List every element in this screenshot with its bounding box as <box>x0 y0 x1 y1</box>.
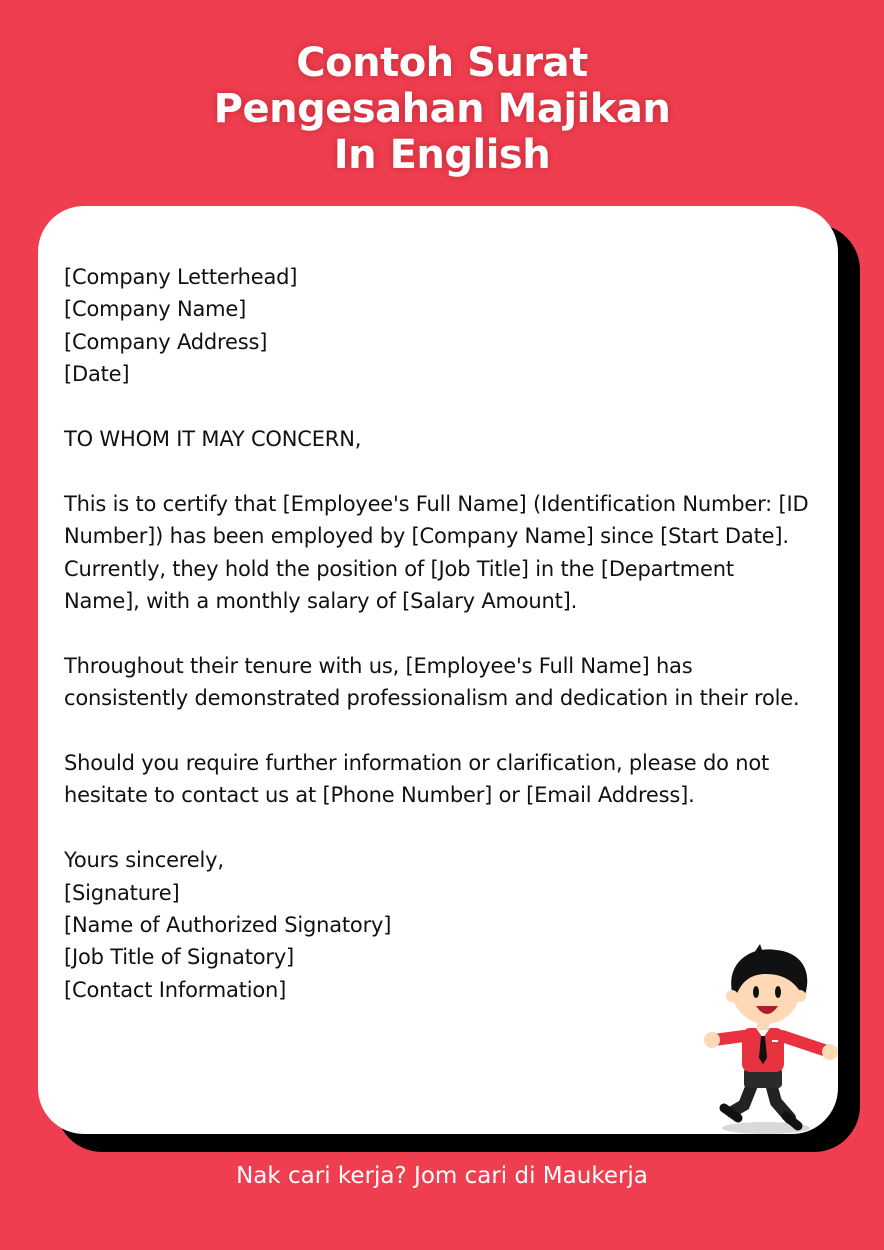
paragraph-tenure: Throughout their tenure with us, [Employee's Full Name] has consistently demonstrated professionalism and dedication in their role. <box>64 653 800 711</box>
title-line-1: Contoh Surat <box>296 40 588 86</box>
salutation: TO WHOM IT MAY CONCERN, <box>64 427 362 452</box>
closing-signature: [Signature] <box>64 880 180 905</box>
paragraph-certification: This is to certify that [Employee's Full Name] (Identification Number: [ID Number]) has been employed by [Company Name] since [Start Date]. Currently, they hold the position of [Job Title] in the [Department Name], with a monthly salary of [Salary Amount]. <box>64 491 809 614</box>
title-line-3: In English <box>333 132 551 178</box>
closing-signatory-name: [Name of Authorized Signatory] <box>64 913 392 938</box>
paragraph-contact: Should you require further information or clarification, please do not hesitate to contact us at [Phone Number] or [Email Address]. <box>64 751 770 808</box>
closing-sincerely: Yours sincerely, <box>64 848 224 873</box>
company-name: [Company Name] <box>64 297 247 322</box>
letter-date: [Date] <box>64 362 130 387</box>
footer-tagline: Nak cari kerja? Jom cari di Maukerja <box>236 1163 648 1189</box>
closing-signatory-title: [Job Title of Signatory] <box>64 945 295 970</box>
mascot-illustration <box>704 940 844 1140</box>
closing-contact-info: [Contact Information] <box>64 977 287 1002</box>
page-title <box>0 40 884 178</box>
company-address: [Company Address] <box>64 329 268 354</box>
title-line-2: Pengesahan Majikan <box>213 86 671 132</box>
letter-body <box>64 261 814 1006</box>
company-letterhead: [Company Letterhead] <box>64 265 298 289</box>
